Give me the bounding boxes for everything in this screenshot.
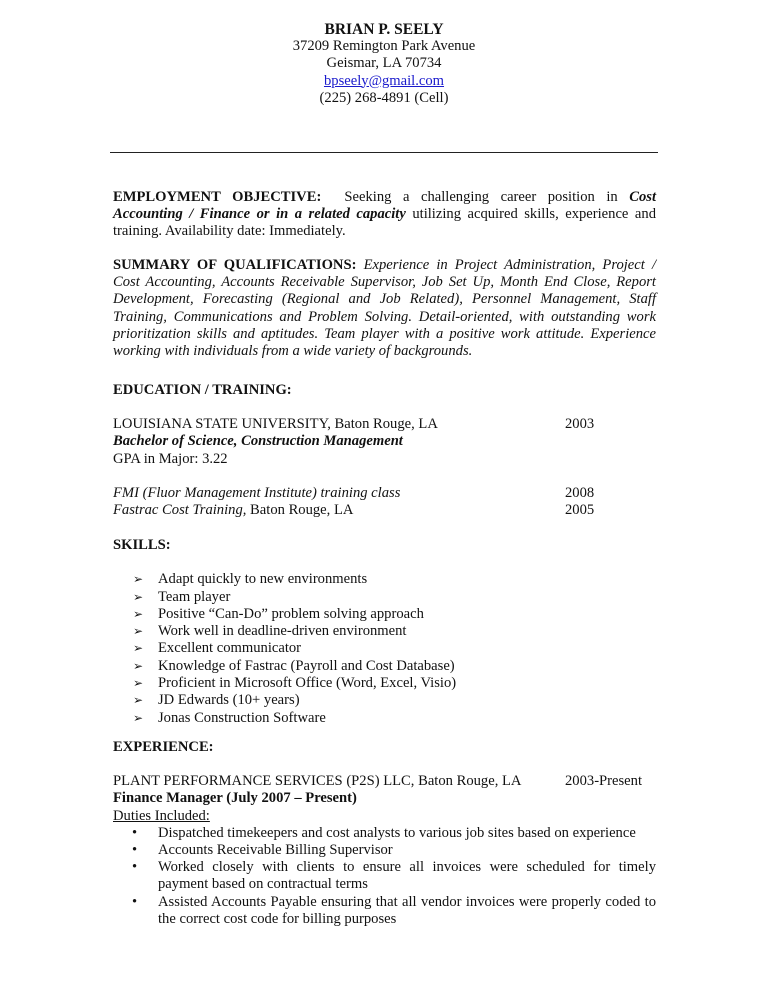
list-item [113,571,656,588]
duty-text: Worked closely with clients to ensure all invoices were scheduled for timely payment based on contractual terms [158,859,656,893]
skill-text: Jonas Construction Software [158,709,326,726]
arrow-bullet-icon: ➢ [133,658,144,673]
list-item [113,640,656,657]
skill-text: Work well in deadline-driven environment [158,623,407,640]
bullet-icon: • [132,893,138,910]
skill-text: Positive “Can-Do” problem solving approach [158,605,424,622]
experience-section [113,739,656,928]
header-divider [110,152,658,153]
arrow-bullet-icon: ➢ [133,589,144,604]
skill-text: JD Edwards (10+ years) [158,692,300,709]
arrow-bullet-icon: ➢ [133,675,144,690]
skills-heading: SKILLS: [113,537,171,553]
job-title: Finance Manager (July 2007 – Present) [113,790,357,807]
summary-label: SUMMARY OF QUALIFICATIONS: [113,257,357,273]
duty-text: Dispatched timekeepers and cost analysts to various job sites based on experience [158,824,636,841]
address-line1: 37209 Remington Park Avenue [292,38,476,55]
education-heading: EDUCATION / TRAINING: [113,382,292,398]
list-item [113,859,656,893]
company-years: 2003-Present [565,773,643,790]
skill-text: Knowledge of Fastrac (Payroll and Cost Database) [158,657,455,674]
experience-heading: EXPERIENCE: [113,739,214,755]
duties-label: Duties Included: [113,807,210,824]
list-item [113,589,656,606]
bullet-icon: • [132,824,138,841]
objective-label: EMPLOYMENT OBJECTIVE: [113,189,322,205]
list-item [113,842,656,859]
arrow-bullet-icon: ➢ [133,710,144,725]
list-item [113,606,656,623]
training-name: FMI (Fluor Management Institute) training class [113,484,401,501]
arrow-bullet-icon: ➢ [133,624,144,639]
education-section [113,382,656,519]
arrow-bullet-icon: ➢ [133,572,144,587]
duty-text: Assisted Accounts Payable ensuring that all vendor invoices were properly coded to the correct cost code for billing purposes [158,893,656,927]
list-item [113,825,656,842]
employment-objective [113,189,656,241]
bullet-icon: • [132,859,138,876]
arrow-bullet-icon: ➢ [133,693,144,708]
arrow-bullet-icon: ➢ [133,641,144,656]
skill-text: Proficient in Microsoft Office (Word, Excel, Visio) [158,674,457,691]
gpa: GPA in Major: 3.22 [113,450,228,467]
phone: (225) 268-4891 (Cell) [319,89,449,106]
training-year: 2005 [565,501,595,518]
resume-header [0,21,768,107]
bullet-icon: • [132,841,138,858]
duties-list [113,825,656,928]
skills-list [113,571,656,727]
company: PLANT PERFORMANCE SERVICES (P2S) LLC, Baton Rouge, LA [113,773,522,790]
objective-text: Seeking a challenging career position in [321,189,630,205]
skills-section [113,537,656,727]
list-item [113,692,656,709]
list-item [113,623,656,640]
arrow-bullet-icon: ➢ [133,606,144,621]
objective-emphasis: Cost Accounting / Finance or in a related capacity [113,189,656,223]
skill-text: Excellent communicator [158,640,302,657]
training-name: Fastrac Cost Training, [113,501,247,518]
candidate-name: BRIAN P. SEELY [324,21,444,38]
training-location: Baton Rouge, LA [246,501,354,518]
list-item [113,658,656,675]
skill-text: Adapt quickly to new environments [158,571,368,588]
school-year: 2003 [565,416,595,433]
summary-text: Experience in Project Administration, Project / Cost Accounting, Accounts Receivable Supervisor, Job Set Up, Month End Close, Report Development, Forecasting (Regional and Job Related), Personnel Management, Staff Training, Communications and Problem Solving. Detail-oriented, with outstanding work prioritization skills and aptitudes. Team player with a positive work attitude. Experience working with individuals from a wide variety of backgrounds. [113,257,656,360]
training-year: 2008 [565,484,595,501]
email-link[interactable]: bpseely@gmail.com [323,72,445,89]
address-line2: Geismar, LA 70734 [326,55,442,72]
list-item [113,710,656,727]
duty-text: Accounts Receivable Billing Supervisor [158,841,393,858]
list-item [113,675,656,692]
objective-text-2: utilizing acquired skills, experience and training. Availability date: Immediately. [113,206,656,240]
skill-text: Team player [158,588,231,605]
degree: Bachelor of Science, Construction Management [113,433,403,450]
list-item [113,894,656,928]
school: LOUISIANA STATE UNIVERSITY, Baton Rouge, LA [113,416,438,433]
summary-of-qualifications [113,257,656,360]
